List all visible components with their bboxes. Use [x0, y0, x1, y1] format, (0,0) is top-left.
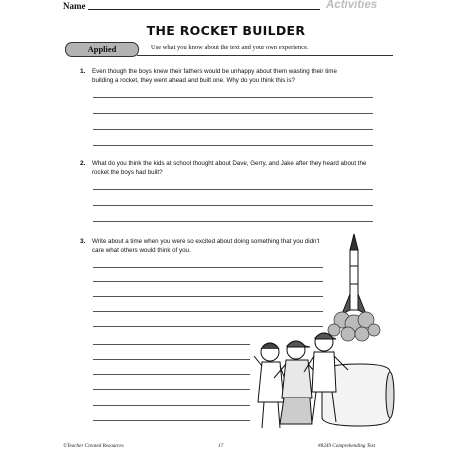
- answer-line[interactable]: [93, 221, 373, 222]
- answer-line[interactable]: [93, 189, 373, 190]
- question-3-number: 3.: [80, 238, 86, 245]
- page-title: THE ROCKET BUILDER: [146, 23, 306, 38]
- answer-line[interactable]: [93, 205, 373, 206]
- applied-tag: [65, 42, 139, 57]
- rocket-and-boys-illustration: [250, 232, 400, 432]
- answer-line[interactable]: [93, 389, 250, 390]
- question-2-line-1: What do you think the kids at school thought about Dave, Gerry, and Jake after they heard about the: [92, 160, 367, 167]
- answer-line[interactable]: [93, 359, 250, 360]
- question-1-number: 1.: [80, 68, 86, 75]
- answer-line[interactable]: [93, 405, 250, 406]
- answer-line[interactable]: [93, 129, 373, 130]
- answer-line[interactable]: [93, 344, 250, 345]
- footer-copyright: ©Teacher Created Resources: [63, 443, 124, 449]
- smoke-cloud-icon: [328, 312, 380, 341]
- answer-line[interactable]: [93, 374, 250, 375]
- question-1-line-1: Even though the boys knew their fathers would be unhappy about them wasting their time: [92, 68, 337, 75]
- applied-tag-label: Applied: [87, 44, 117, 54]
- rocket-icon: [342, 234, 366, 314]
- footer-book-code: #8249 Comprehending Text: [318, 443, 376, 449]
- answer-line[interactable]: [93, 145, 373, 146]
- name-line[interactable]: [88, 9, 320, 10]
- footer-page-number: 17: [218, 443, 224, 449]
- answer-line[interactable]: [93, 420, 250, 421]
- tag-rule: [137, 55, 393, 56]
- instructions: Use what you know about the text and your own experience.: [151, 44, 309, 51]
- question-2-line-2: rocket the boys had built?: [92, 169, 163, 176]
- answer-line[interactable]: [93, 97, 373, 98]
- section-label: Activities: [326, 0, 378, 11]
- question-3-line-1: Write about a time when you were so excited about doing something that you didn't: [92, 238, 320, 245]
- question-3-line-2: care what others would think of you.: [92, 247, 191, 254]
- question-1-line-2: building a rocket, they went ahead and built one. Why do you think this is?: [92, 77, 295, 84]
- answer-line[interactable]: [93, 113, 373, 114]
- question-2-number: 2.: [80, 160, 86, 167]
- name-label: Name: [63, 1, 86, 11]
